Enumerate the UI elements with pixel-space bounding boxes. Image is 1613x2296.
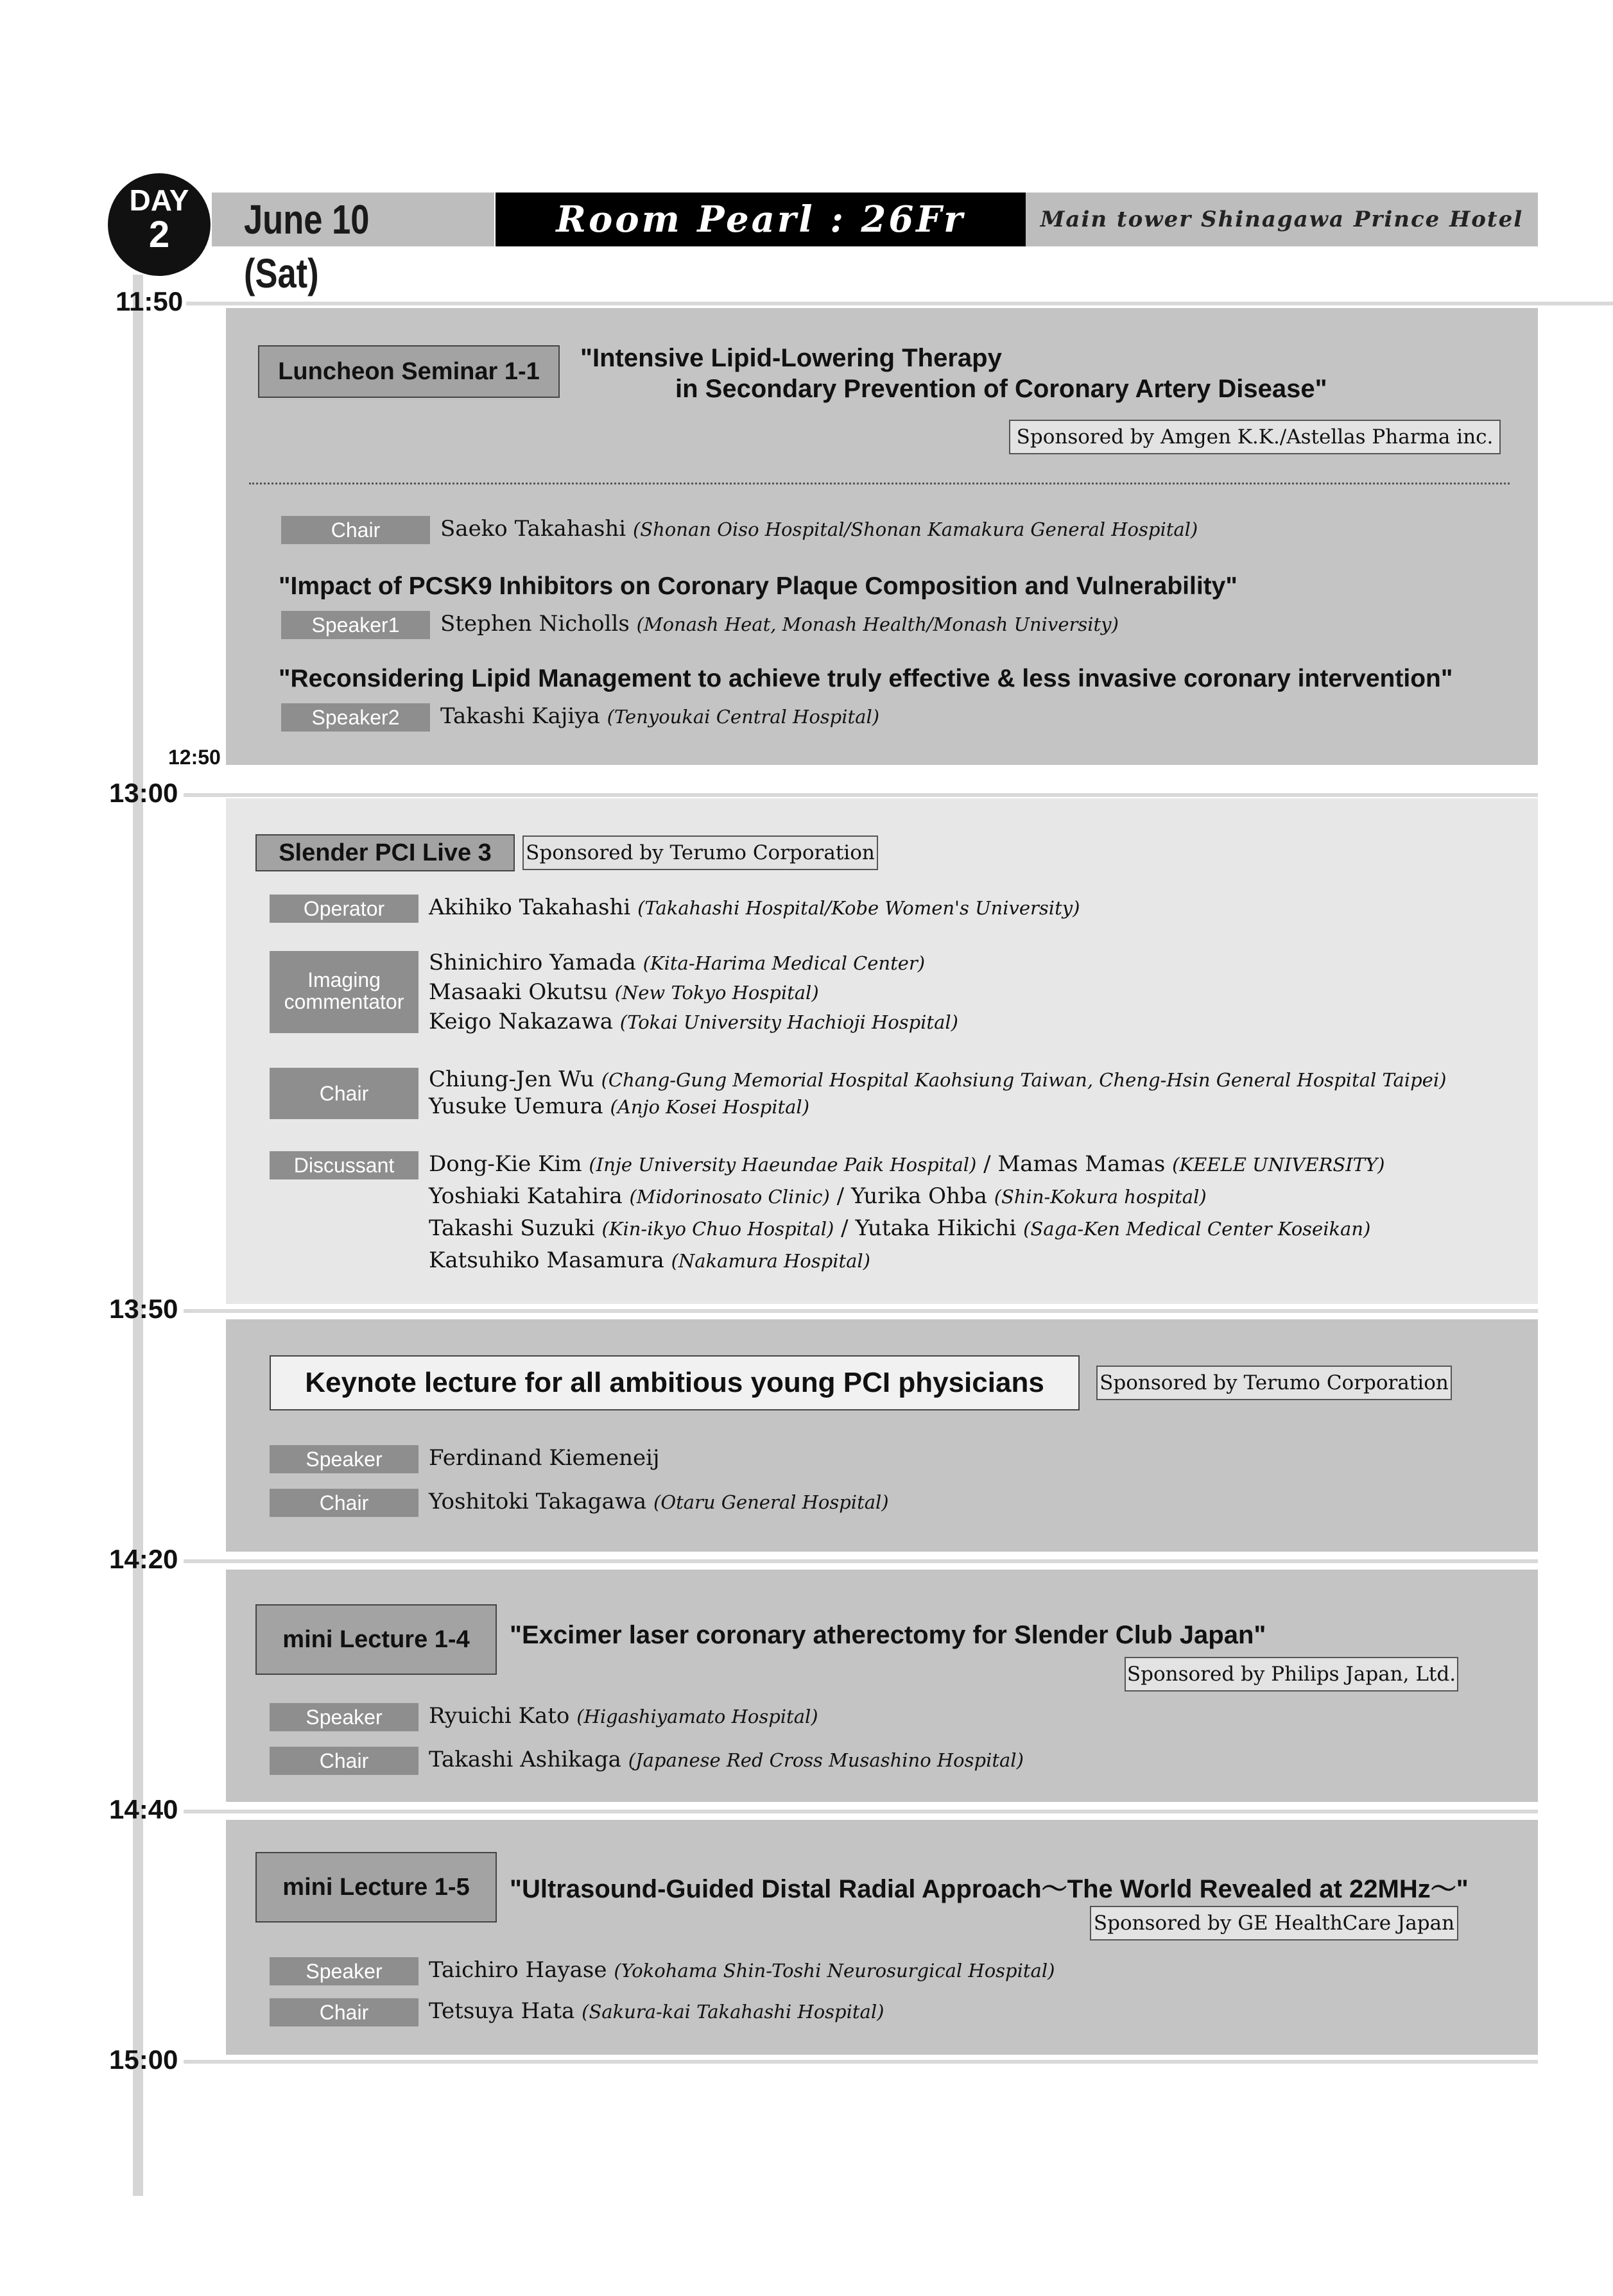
time-line-1440 <box>184 1810 1538 1813</box>
session-tag: mini Lecture 1-4 <box>255 1604 497 1675</box>
mini-lecture-1-5-session <box>226 1820 1538 2055</box>
chair-person: Yoshitoki Takagawa (Otaru General Hospital) <box>429 1489 889 1514</box>
speaker1-role: Speaker1 <box>281 611 430 639</box>
sponsor-badge: Sponsored by Terumo Corporation <box>522 835 878 870</box>
day-badge <box>108 173 211 276</box>
sponsor-badge: Sponsored by GE HealthCare Japan <box>1090 1906 1458 1940</box>
chair-role: Chair <box>270 1998 418 2026</box>
time-1150: 11:50 <box>116 286 184 316</box>
time-1500: 15:00 <box>109 2044 178 2075</box>
session-tag: Slender PCI Live 3 <box>255 834 515 871</box>
discussant-role: Discussant <box>270 1151 418 1179</box>
time-1420: 14:20 <box>109 1544 178 1574</box>
chair-role: Chair <box>270 1068 418 1119</box>
speaker-person: Taichiro Hayase (Yokohama Shin-Toshi Neurosurgical Hospital) <box>429 1957 1055 1983</box>
speaker1-person: Stephen Nicholls (Monash Heat, Monash Health/Monash University) <box>440 611 1119 637</box>
time-line-1150 <box>186 302 1613 305</box>
sponsor-badge: Sponsored by Amgen K.K./Astellas Pharma inc. <box>1009 420 1501 454</box>
keynote-title: Keynote lecture for all ambitious young PCI physicians <box>270 1355 1080 1410</box>
chair-role: Chair <box>270 1747 418 1775</box>
day-number: 2 <box>148 214 170 255</box>
imaging-person-2: Masaaki Okutsu (New Tokyo Hospital) <box>429 979 819 1005</box>
slender-pci-live-session <box>226 798 1538 1304</box>
speaker-role: Speaker <box>270 1703 418 1731</box>
chair-person: Tetsuya Hata (Sakura-kai Takahashi Hospital) <box>429 1998 884 2024</box>
speaker-role: Speaker <box>270 1957 418 1985</box>
speaker-person: Ferdinand Kiemeneij <box>429 1445 660 1471</box>
session-title: "Excimer laser coronary atherectomy for Slender Club Japan" <box>510 1621 1266 1649</box>
time-1350: 13:50 <box>109 1294 178 1324</box>
speaker2-person: Takashi Kajiya (Tenyoukai Central Hospital) <box>440 703 880 729</box>
session-tag: mini Lecture 1-5 <box>255 1852 497 1923</box>
operator-role: Operator <box>270 895 418 923</box>
imaging-person-1: Shinichiro Yamada (Kita-Harima Medical Center) <box>429 950 926 975</box>
time-1440: 14:40 <box>109 1794 178 1824</box>
chair-role: Chair <box>281 516 430 544</box>
room-banner: Room Pearl : 26Fr <box>496 193 1026 246</box>
day-label: DAY <box>129 184 189 217</box>
sponsor-badge: Sponsored by Philips Japan, Ltd. <box>1125 1657 1458 1692</box>
session-title-line1: "Intensive Lipid-Lowering Therapy <box>580 344 1002 372</box>
date-text: June 10 (Sat) <box>244 196 370 296</box>
talk1-title: "Impact of PCSK9 Inhibitors on Coronary Plaque Composition and Vulnerability" <box>279 572 1238 600</box>
speaker2-role: Speaker2 <box>281 703 430 732</box>
chair-person-1: Chiung-Jen Wu (Chang-Gung Memorial Hospital Kaohsiung Taiwan, Cheng-Hsin General Hospital Taipei) <box>429 1067 1447 1092</box>
time-line-1300 <box>184 793 1538 797</box>
time-line-1500 <box>184 2060 1538 2064</box>
time-line-1350 <box>184 1309 1538 1313</box>
luncheon-seminar-session <box>226 308 1538 765</box>
venue-banner: Main tower Shinagawa Prince Hotel <box>1026 193 1538 246</box>
date-banner <box>212 193 494 296</box>
speaker-person: Ryuichi Kato (Higashiyamato Hospital) <box>429 1703 818 1729</box>
timeline-bar <box>133 275 143 2196</box>
operator-person: Akihiko Takahashi (Takahashi Hospital/Kobe Women's University) <box>429 895 1080 920</box>
discussant-line-2: Yoshiaki Katahira (Midorinosato Clinic) / Yurika Ohba (Shin-Kokura hospital) <box>429 1183 1207 1209</box>
talk2-title: "Reconsidering Lipid Management to achieve truly effective & less invasive coronary intervention" <box>279 665 1453 692</box>
chair-person: Takashi Ashikaga (Japanese Red Cross Musashino Hospital) <box>429 1747 1024 1772</box>
discussant-line-1: Dong-Kie Kim (Inje University Haeundae Paik Hospital) / Mamas Mamas (KEELE UNIVERSITY) <box>429 1151 1385 1177</box>
sponsor-badge: Sponsored by Terumo Corporation <box>1096 1366 1452 1400</box>
chair-person-2: Yusuke Uemura (Anjo Kosei Hospital) <box>429 1093 810 1119</box>
session-title: "Ultrasound-Guided Distal Radial Approach～The World Revealed at 22MHz～" <box>510 1875 1469 1903</box>
session-tag: Luncheon Seminar 1-1 <box>258 345 560 398</box>
discussant-line-3: Takashi Suzuki (Kin-ikyo Chuo Hospital) / Yutaka Hikichi (Saga-Ken Medical Center Koseikan) <box>429 1215 1371 1241</box>
divider <box>249 483 1510 484</box>
keynote-session <box>226 1319 1538 1552</box>
discussant-line-4: Katsuhiko Masamura (Nakamura Hospital) <box>429 1247 870 1273</box>
chair-role: Chair <box>270 1489 418 1517</box>
time-line-1420 <box>184 1559 1538 1563</box>
mini-lecture-1-4-session <box>226 1570 1538 1802</box>
time-1300: 13:00 <box>109 778 178 808</box>
chair-person: Saeko Takahashi (Shonan Oiso Hospital/Shonan Kamakura General Hospital) <box>440 516 1198 542</box>
speaker-role: Speaker <box>270 1445 418 1473</box>
imaging-role: Imaging commentator <box>270 951 418 1033</box>
imaging-person-3: Keigo Nakazawa (Tokai University Hachioji Hospital) <box>429 1009 958 1034</box>
time-1250: 12:50 <box>168 746 221 769</box>
session-title-line2: in Secondary Prevention of Coronary Artery Disease" <box>675 375 1327 403</box>
